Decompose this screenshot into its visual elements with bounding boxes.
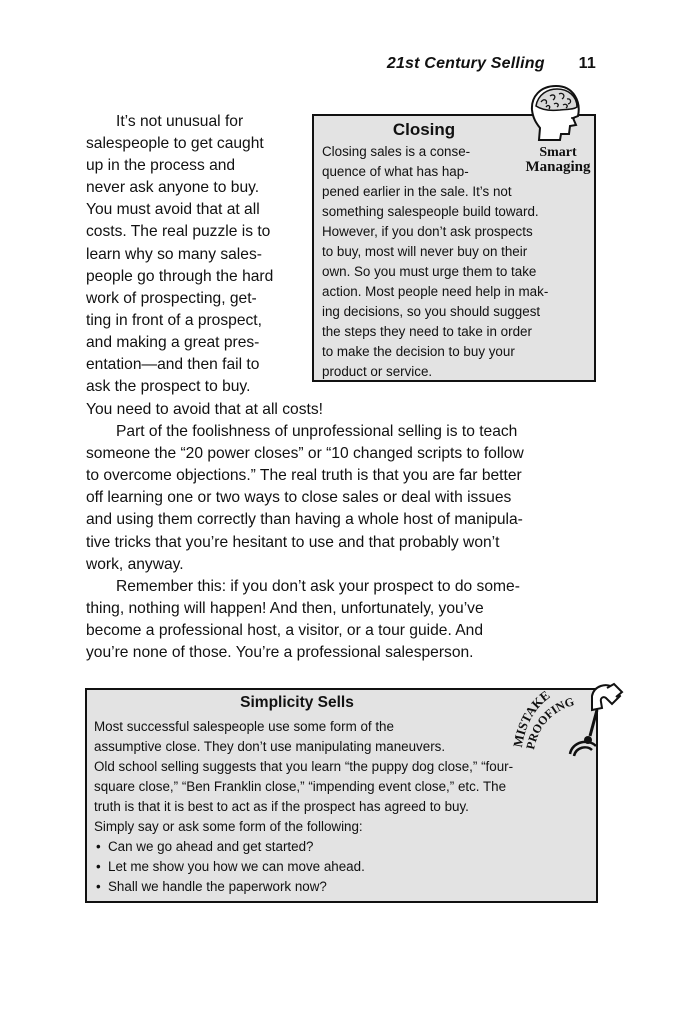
text-line: Simply say or ask some form of the following: [94, 819, 363, 834]
text-line: to make the decision to buy your [322, 344, 515, 359]
smart-label-top: Smart [539, 145, 577, 160]
smart-label-bottom: Managing [525, 159, 591, 175]
mistake-label-top: MISTAKE [510, 687, 553, 749]
text-line: never ask anyone to buy. [86, 179, 260, 197]
text-line: salespeople to get caught [86, 135, 264, 153]
text-line: product or service. [322, 364, 433, 379]
text-line: entation—and then fail to [86, 356, 260, 374]
text-line: to buy, most will never buy on their [322, 244, 528, 259]
bullet-list [94, 837, 513, 897]
text-line: own. So you must urge them to take [322, 264, 537, 279]
text-line: thing, nothing will happen! And then, unfortunately, you’ve [86, 599, 484, 617]
smart-managing-label [518, 145, 598, 175]
text-line: assumptive close. They don’t use manipulating maneuvers. [94, 739, 446, 754]
text-line: pened earlier in the sale. It’s not [322, 184, 512, 199]
text-line: You must avoid that at all [86, 201, 260, 219]
page-number: 11 [578, 55, 596, 72]
text-line: Closing sales is a conse- [322, 144, 471, 159]
body-text-left-column [86, 111, 273, 398]
closing-text [322, 142, 548, 382]
text-line: costs. The real puzzle is to [86, 223, 271, 241]
text-line: someone the “20 power closes” or “10 changed scripts to follow [86, 445, 524, 463]
text-line: Remember this: if you don’t ask your prospect to do some- [116, 577, 520, 595]
text-line: ing decisions, so you should suggest [322, 304, 541, 319]
text-line: ting in front of a prospect, [86, 311, 262, 329]
list-item: • Let me show you how we can move ahead. [94, 857, 513, 877]
list-item: • Can we go ahead and get started? [94, 837, 513, 857]
text-line: become a professional host, a visitor, or a tour guide. And [86, 621, 484, 639]
text-line: work, anyway. [86, 555, 184, 573]
text-line: up in the process and [86, 157, 236, 175]
text-line: you’re none of those. You’re a professional salesperson. [86, 644, 474, 662]
running-header [387, 55, 596, 73]
text-line: the steps they need to take in order [322, 324, 532, 339]
text-line: Old school selling suggests that you learn “the puppy dog close,” “four- [94, 759, 514, 774]
header-title: 21st Century Selling [386, 55, 545, 72]
text-line: something salespeople build toward. [322, 204, 539, 219]
magnet-icon [508, 680, 626, 762]
text-line: and making a great pres- [86, 333, 260, 351]
text-line: You need to avoid that at all costs! [86, 401, 323, 418]
text-line: work of prospecting, get- [86, 289, 257, 307]
brain-head-icon [526, 82, 586, 144]
text-line: ask the prospect to buy. [86, 378, 251, 396]
text-line: Most successful salespeople use some form of the [94, 719, 394, 734]
text-line: quence of what has hap- [322, 164, 469, 179]
body-text-full-width [86, 399, 524, 664]
simplicity-text [94, 717, 513, 897]
text-line: truth is that it is best to act as if the prospect has agreed to buy. [94, 799, 469, 814]
list-item: • Shall we handle the paperwork now? [94, 877, 513, 897]
closing-title: Closing [392, 120, 456, 139]
text-line: Part of the foolishness of unprofessional selling is to teach [116, 423, 518, 441]
simplicity-title: Simplicity Sells [240, 694, 354, 711]
text-line: action. Most people need help in mak- [322, 284, 549, 299]
text-line: to overcome objections.” The real truth is that you are far better [86, 467, 522, 485]
text-line: However, if you don’t ask prospects [322, 224, 533, 239]
text-line: square close,” “Ben Franklin close,” “impending event close,” etc. The [94, 779, 507, 794]
text-line: It’s not unusual for [116, 113, 244, 130]
text-line: people go through the hard [86, 267, 274, 285]
text-line: and using them correctly than having a whole host of manipula- [86, 511, 523, 529]
mistake-label-bottom: PROOFING [523, 694, 576, 751]
text-line: tive tricks that you’re hesitant to use and that probably won’t [86, 533, 500, 551]
text-line: learn why so many sales- [86, 245, 262, 263]
text-line: off learning one or two ways to close sales or deal with issues [86, 489, 512, 507]
